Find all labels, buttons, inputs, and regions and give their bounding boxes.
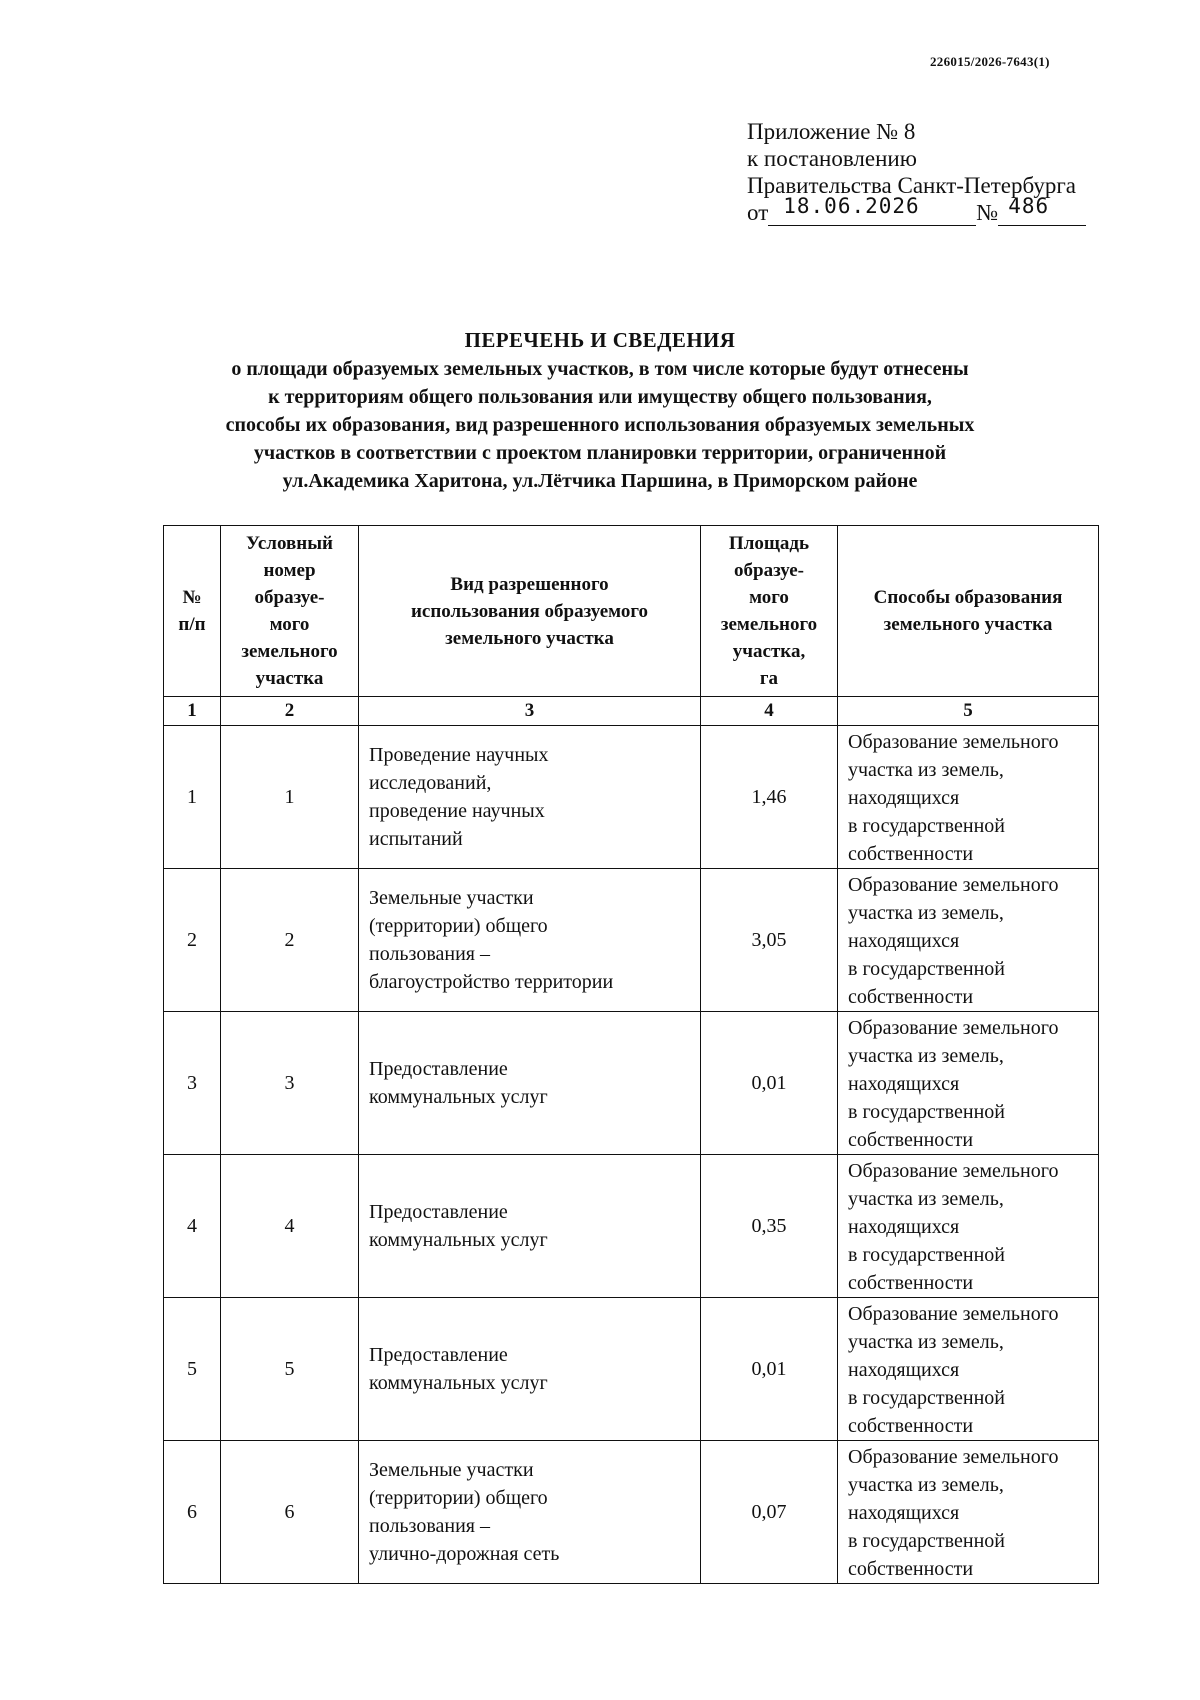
permitted-use [359,1298,701,1441]
header-text: земельного [241,641,338,662]
header-text: номер [263,560,316,581]
row-number: 6 [164,1441,221,1584]
use-line: (территории) общего [369,915,548,937]
method-line: Образование земельного [848,1160,1059,1182]
row-number: 2 [164,869,221,1012]
use-line: проведение научных [369,800,545,822]
method-line: находящихся [848,930,960,952]
column-number: 3 [359,697,701,726]
number-field [998,194,1086,226]
use-line: Предоставление [369,1344,508,1366]
header-text: мого [269,614,310,635]
plot-area: 1,46 [701,726,838,869]
date-field [768,194,976,226]
plot-area: 0,35 [701,1155,838,1298]
use-line: Проведение научных [369,744,549,766]
method-line: собственности [848,1415,974,1437]
use-line: Предоставление [369,1058,508,1080]
document-title [60,325,1140,495]
header-text: образуе- [734,560,804,581]
formation-method [838,1441,1099,1584]
header-text: мого [749,587,789,608]
header-text: № [182,587,202,608]
header-text: участка [255,668,324,689]
header-text: Вид разрешенного [450,573,609,595]
table-row [164,726,1099,869]
header-text: Способы образования [873,587,1063,608]
table-header-row [164,526,1099,697]
use-line: коммунальных услуг [369,1086,548,1108]
header-text: га [759,668,779,689]
method-line: собственности [848,1558,974,1580]
table-row [164,1012,1099,1155]
column-number: 2 [221,697,359,726]
method-line: в государственной [848,1387,1005,1409]
use-line: исследований, [369,772,492,794]
method-line: в государственной [848,958,1005,980]
method-line: Образование земельного [848,1017,1059,1039]
method-line: в государственной [848,1530,1005,1552]
plot-code: 6 [221,1441,359,1584]
row-number: 4 [164,1155,221,1298]
plot-code: 5 [221,1298,359,1441]
number-value: 486 [1008,194,1050,218]
number-label: № [976,200,999,225]
plot-area: 0,01 [701,1012,838,1155]
header-text: п/п [178,614,206,635]
method-line: Образование земельного [848,731,1059,753]
title-main: ПЕРЕЧЕНЬ И СВЕДЕНИЯ [464,328,736,352]
header-formation-method [838,526,1099,697]
from-label: от [747,200,769,225]
use-line: коммунальных услуг [369,1229,548,1251]
permitted-use [359,1441,701,1584]
column-number-row [164,697,1099,726]
use-line: благоустройство территории [369,971,614,993]
header-text: земельного участка [883,614,1053,635]
table-row [164,869,1099,1012]
method-line: собственности [848,843,974,865]
header-permitted-use [359,526,701,697]
use-line: испытаний [369,828,463,850]
formation-method [838,1298,1099,1441]
use-line: коммунальных услуг [369,1372,548,1394]
method-line: Образование земельного [848,1446,1059,1468]
method-line: участка из земель, [848,1474,1004,1496]
date-value: 18.06.2026 [783,194,920,218]
method-line: в государственной [848,1244,1005,1266]
formation-method [838,1155,1099,1298]
plot-code: 4 [221,1155,359,1298]
permitted-use [359,869,701,1012]
method-line: находящихся [848,1359,960,1381]
header-area [701,526,838,697]
plot-area: 3,05 [701,869,838,1012]
method-line: находящихся [848,787,960,809]
method-line: Образование земельного [848,1303,1059,1325]
plot-area: 0,07 [701,1441,838,1584]
use-line: Земельные участки [369,1459,534,1481]
method-line: участка из земель, [848,759,1004,781]
plot-area: 0,01 [701,1298,838,1441]
header-conditional-number [221,526,359,697]
header-text: использования образуемого [410,600,649,622]
header-number [164,526,221,697]
header-text: образуе- [254,587,325,608]
appendix-title: Приложение № 8 [747,119,916,144]
row-number: 3 [164,1012,221,1155]
title-line: способы их образования, вид разрешенного использования образуемых земельных [225,414,975,436]
row-number: 5 [164,1298,221,1441]
title-line: ул.Академика Харитона, ул.Лётчика Паршина, в Приморском районе [282,470,918,492]
method-line: находящихся [848,1073,960,1095]
formation-method [838,869,1099,1012]
table-row [164,1155,1099,1298]
column-number: 4 [701,697,838,726]
permitted-use [359,726,701,869]
use-line: улично-дорожная сеть [369,1543,560,1565]
formation-method [838,726,1099,869]
column-number: 5 [838,697,1099,726]
method-line: находящихся [848,1216,960,1238]
method-line: собственности [848,1129,974,1151]
table-row [164,1298,1099,1441]
land-plots-table [163,525,1099,1584]
title-line: к территориям общего пользования или имуществу общего пользования, [268,386,932,408]
plot-code: 2 [221,869,359,1012]
plot-code: 3 [221,1012,359,1155]
appendix-date-number-line [747,194,1086,229]
header-text: земельного участка [445,627,614,649]
use-line: (территории) общего [369,1487,548,1509]
method-line: участка из земель, [848,1331,1004,1353]
use-line: Земельные участки [369,887,534,909]
use-line: Предоставление [369,1201,508,1223]
title-line: о площади образуемых земельных участков, в том числе которые будут отнесены [231,358,969,380]
method-line: в государственной [848,815,1005,837]
table-row [164,1441,1099,1584]
appendix-reference: к постановлению [747,146,917,171]
header-text: Площадь [728,533,810,554]
method-line: собственности [848,1272,974,1294]
row-number: 1 [164,726,221,869]
appendix-authority: Правительства Санкт-Петербурга [747,173,1076,198]
use-line: пользования – [369,1515,490,1537]
header-text: участка, [732,641,806,662]
appendix-block [747,118,1086,229]
column-number: 1 [164,697,221,726]
permitted-use [359,1012,701,1155]
formation-method [838,1012,1099,1155]
method-line: собственности [848,986,974,1008]
method-line: участка из земель, [848,902,1004,924]
method-line: участка из земель, [848,1188,1004,1210]
method-line: находящихся [848,1502,960,1524]
document-id: 226015/2026-7643(1) [930,54,1050,69]
method-line: участка из земель, [848,1045,1004,1067]
header-text: земельного [720,614,818,635]
use-line: пользования – [369,943,490,965]
title-subtitle [60,355,1140,495]
plot-code: 1 [221,726,359,869]
method-line: в государственной [848,1101,1005,1123]
title-line: участков в соответствии с проектом планировки территории, ограниченной [253,442,947,464]
permitted-use [359,1155,701,1298]
method-line: Образование земельного [848,874,1059,896]
header-text: Условный [245,533,333,554]
